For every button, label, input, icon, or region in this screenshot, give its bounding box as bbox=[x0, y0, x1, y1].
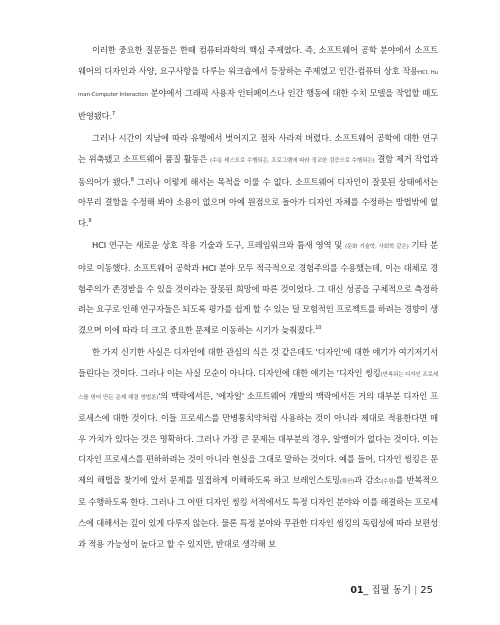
text-run: 이러한 중요한 질문들은 한때 컴퓨터과학의 핵심 주제였다. 즉, 소프트웨어 공학 분야에서 소프트웨어의 디자인과 사양, 요구사항을 다루는 워크숍에서 등장하는 주제였고 인간-컴퓨터 상호 작용 bbox=[78, 45, 438, 76]
annotation-text: (반복되는 디자인 프로세스를 엮어 만든 문제 해결 방법론) bbox=[78, 371, 438, 401]
chapter-title: 집필 동기 bbox=[371, 585, 412, 596]
body-text bbox=[78, 40, 438, 556]
text-run: 기타 분야로 이동했다. 소프트웨어 공학과 HCI 분야 모두 적극적으로 경험주의를 수용했는데, 이는 대체로 경험주의가 존경받을 수 있을 것이라는 잘못된 희망에 따른 것이었다. 그 대신 성공을 구체적으로 측정하려는 요구로 인해 연구자들은 되도록 평가를 쉽게 할 수 있는 덜 모험적인 프로젝트를 하려는 경향이 생겼으며 이에 따라 더 크고 중요한 문제로 이동하는 시기가 늦춰졌다. bbox=[78, 240, 438, 335]
paragraph bbox=[78, 128, 438, 233]
annotation-text: (확산) bbox=[339, 478, 355, 485]
chapter-number: 01 bbox=[350, 585, 364, 596]
text-run: 결함 제거 작업과 동의어가 됐다. bbox=[78, 153, 438, 187]
footnote-marker: 8 bbox=[130, 176, 134, 183]
text-run: 한 가지 신기한 사실은 디자인에 대한 관심의 식은 것 같은데도 '디자인'에 대한 얘기가 여기저기서 들린다는 것이다. 그러나 이는 사실 모순이 아니다. 디자인에 대한 얘기는 '디자인 씽킹 bbox=[78, 347, 438, 378]
paragraph bbox=[78, 235, 438, 340]
footnote-marker: 10 bbox=[315, 324, 322, 331]
text-run: 그러나 이렇게 해서는 목적을 이룰 수 없다. 소프트웨어 디자인이 잘못된 상태에서는 아무리 결함을 수정해 봐야 소용이 없으며 아예 원점으로 돌아가 디자인 자체를 수정하는 방법밖에 없다. bbox=[78, 176, 438, 228]
annotation-text: (수동 테스트로 수행되든, 프로그램에 따라 정교한 검증으로 수행되든) bbox=[210, 157, 375, 164]
annotation-text: (수렴) bbox=[381, 478, 396, 485]
text-run: 분야에서 그래픽 사용자 인터페이스나 인간 행동에 대한 수치 모델을 작업할 때도 반영됐다. bbox=[78, 88, 438, 121]
text-run: '의 맥락에서든, '에자일' 소프트웨어 개발의 맥락에서든 거의 대부분 디자인 프로세스에 대한 것이다. 이들 프로세스를 만병통치약처럼 사용하는 것이 아니라 제대로 적용한다면 매우 가치가 있다는 것은 명확하다. 그러나 가장 큰 문제는 대부분의 경우, 알맹이가 없다는 것이다. 이는 디자인 프로세스를 편하하려는 것이 아니라 현실을 그대로 말하는 것이다. 예를 들어, 디자인 씽킹은 문제의 해법을 찾기에 앞서 문제를 밀접하게 이해하도록 하고 브레인스토밍 bbox=[78, 390, 439, 485]
page-footer: 01_ 집필 동기 | 25 bbox=[350, 585, 433, 596]
footer-separator: | bbox=[414, 585, 418, 596]
text-run: 과 감소 bbox=[354, 474, 382, 485]
paragraph bbox=[78, 342, 438, 554]
annotation-text: HCI, Human-Computer Interaction bbox=[78, 69, 439, 99]
text-run: 그러나 시간이 지남에 따라 유행에서 벗어지고 점차 사라져 버렸다. 소프트웨어 공학에 대한 연구는 위축됐고 소프트웨어 품질 활동은 bbox=[78, 133, 438, 164]
paragraph bbox=[78, 40, 438, 126]
text-run: HCI 연구는 새로운 상호 작용 기술과 도구, 프레임워크와 틈새 영역 및 bbox=[92, 240, 345, 251]
footnote-marker: 9 bbox=[88, 217, 92, 224]
footnote-marker: 7 bbox=[111, 111, 115, 118]
text-run: 를 반복적으로 수행하도록 한다. 그러나 그 어떤 디자인 씽킹 서적에서도 특정 디자인 분야와 이를 해결하는 프로세스에 대해서는 깊이 있게 다루지 않는다. 물론 특정 분야와 무관한 디자인 씽킹의 독립성에 따라 보편성과 적용 가능성이 높다고 할 수 있지만, 반대로 생각해 보 bbox=[78, 474, 438, 549]
page-number: 25 bbox=[420, 585, 433, 596]
annotation-text: (문화 기술학, 사회학 같은) bbox=[344, 244, 409, 251]
